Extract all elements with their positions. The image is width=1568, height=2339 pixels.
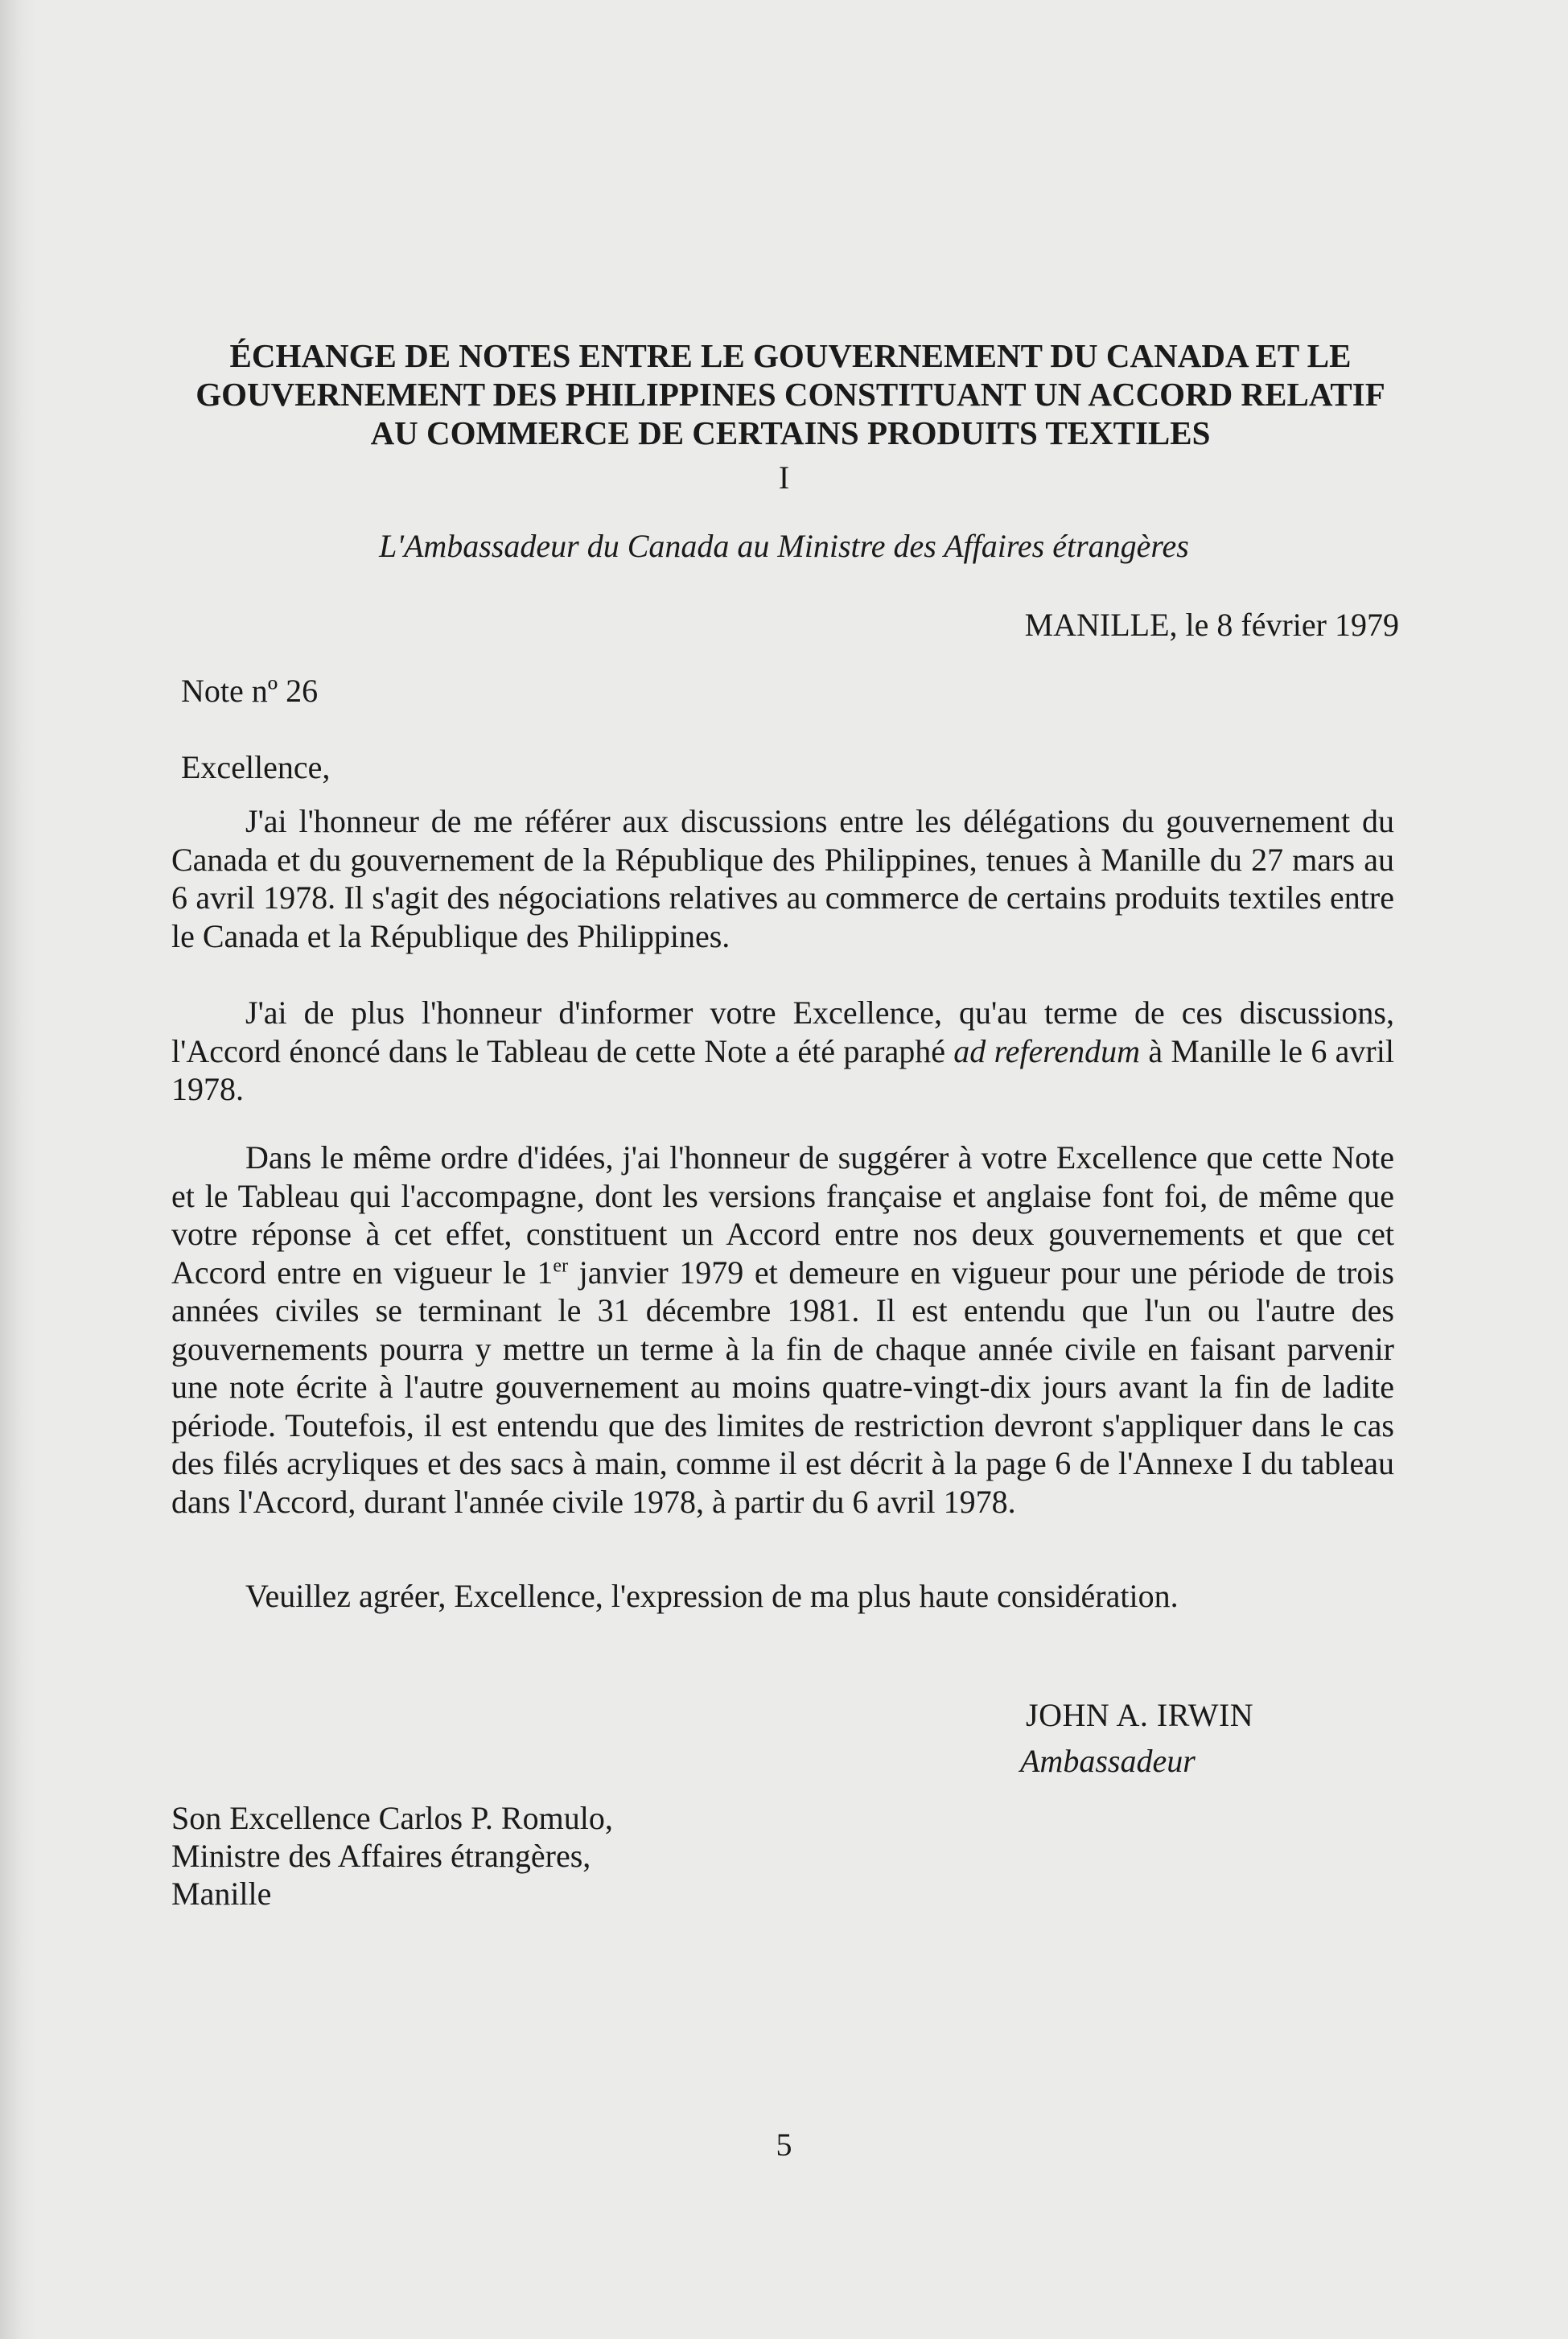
paragraph-3-superscript: er (553, 1255, 569, 1277)
paragraph-2-italic-phrase: ad referendum (953, 1032, 1141, 1069)
section-numeral: I (778, 459, 790, 496)
addressee-block (171, 1799, 613, 1913)
sender-recipient-line: L'Ambassadeur du Canada au Ministre des Affaires étrangères (379, 528, 1189, 564)
signer-name: JOHN A. IRWIN (1026, 1697, 1254, 1733)
paragraph-3-text-start: Dans le même ordre d'idées, j'ai l'honneur de suggérer à votre Excellence que cette Note et le Tableau qui l'accompagne, dont les versions française et anglaise font foi, de même que votre réponse à cet effet, constituent un Accord entre nos deux gouvernements et que cet Accord entre en vigueur le 1 (171, 1139, 1394, 1291)
body-paragraph-3 (171, 1139, 1394, 1521)
signer-title: Ambassadeur (1020, 1743, 1196, 1779)
note-number: Note nº 26 (181, 673, 319, 709)
addressee-line-2: Ministre des Affaires étrangères, (171, 1838, 591, 1874)
addressee-line-3: Manille (171, 1876, 272, 1912)
body-paragraph-2 (171, 994, 1394, 1109)
paragraph-3-text-end: janvier 1979 et demeure en vigueur pour une période de trois années civiles se terminant le 31 décembre 1981. Il est entendu que l'un ou l'autre des gouvernements pourra y mettre un terme à la fin de chaque année civile en faisant parvenir une note écrite à l'autre gouvernement au moins quatre-vingt-dix jours avant la fin de ladite période. Toutefois, il est entendu que des limites de restriction devront s'appliquer dans le cas des filés acryliques et des sacs à main, comme il est décrit à la page 6 de l'Annexe I du tableau dans l'Accord, durant l'année civile 1978, à partir du 6 avril 1978. (171, 1254, 1394, 1520)
closing-formula: Veuillez agréer, Excellence, l'expression de ma plus haute considération. (245, 1578, 1179, 1614)
body-paragraph-1: J'ai l'honneur de me référer aux discussions entre les délégations du gouvernement du Canada et du gouvernement de la République des Philippines, tenues à Manille du 27 mars au 6 avril 1978. Il s'agit des négociations relatives au commerce de certains produits textiles entre le Canada et la République des Philippines. (171, 803, 1394, 954)
paragraph-2-text-start: J'ai de plus l'honneur d'informer votre Excellence, qu'au terme de ces discussions, l'Accord énoncé dans le Tableau de cette Note a été paraphé (171, 994, 1394, 1069)
page-binding-edge (0, 0, 37, 2339)
page-number: 5 (776, 2127, 792, 2163)
paragraph-2-text-end: à Manille le 6 avril 1978. (171, 1032, 1394, 1107)
dateline: MANILLE, le 8 février 1979 (1024, 607, 1399, 643)
addressee-line-1: Son Excellence Carlos P. Romulo, (171, 1800, 613, 1836)
document-title: ÉCHANGE DE NOTES ENTRE LE GOUVERNEMENT DU CANADA ET LE GOUVERNEMENT DES PHILIPPINES CONSTITUANT UN ACCORD RELATIF AU COMMERCE DE CERTAINS PRODUITS TEXTILES (195, 337, 1385, 451)
salutation: Excellence, (181, 749, 331, 785)
